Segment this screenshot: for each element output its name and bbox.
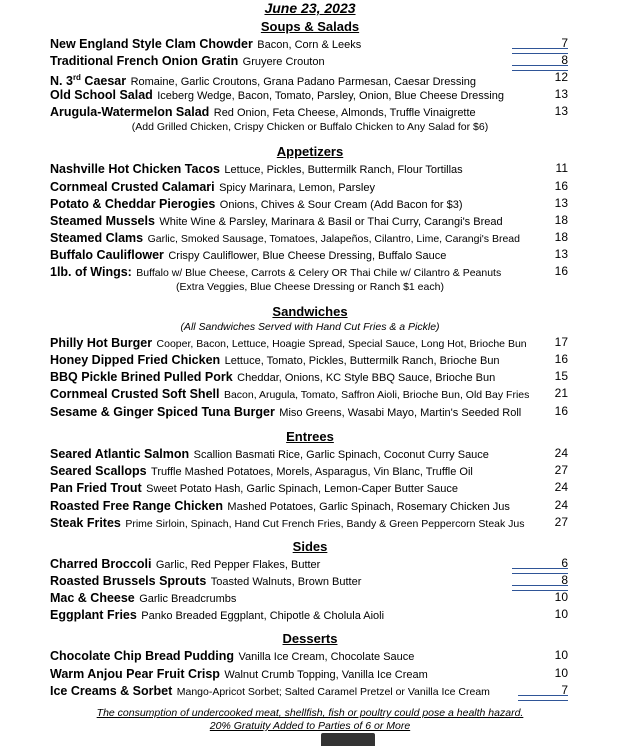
- item-name: BBQ Pickle Brined Pulled Pork: [50, 370, 233, 384]
- menu-item: [50, 385, 570, 402]
- double-underline: [518, 695, 568, 701]
- item-desc: Sweet Potato Hash, Garlic Spinach, Lemon-Caper Butter Sauce: [146, 483, 458, 495]
- item-desc: Gruyere Crouton: [242, 56, 325, 68]
- item-name: Steamed Mussels: [50, 214, 155, 228]
- item-price: 18: [554, 213, 568, 227]
- item-desc: Bacon, Corn & Leeks: [257, 39, 362, 51]
- item-desc: White Wine & Parsley, Marinara & Basil or Thai Curry, Carangi's Bread: [159, 216, 503, 228]
- section-title-entrees: Entrees: [286, 429, 334, 444]
- item-name: N. 3rd Caesar: [50, 73, 127, 89]
- item-price: 8: [561, 573, 568, 587]
- item-desc: Cooper, Bacon, Lettuce, Hoagie Spread, Special Sauce, Long Hot, Brioche Bun: [156, 338, 527, 350]
- item-price: 10: [554, 607, 568, 621]
- menu-item: [50, 195, 570, 212]
- item-name: Seared Scallops: [50, 464, 147, 478]
- menu-item: [50, 462, 570, 479]
- item-price: 17: [554, 335, 568, 349]
- item-desc: Iceberg Wedge, Bacon, Tomato, Parsley, Onion, Blue Cheese Dressing: [157, 90, 504, 102]
- section-title-desserts: Desserts: [282, 631, 338, 646]
- item-name: Chocolate Chip Bread Pudding: [50, 649, 235, 663]
- item-name: Sesame & Ginger Spiced Tuna Burger: [50, 405, 275, 419]
- item-desc: Mashed Potatoes, Garlic Spinach, Rosemary Chicken Jus: [227, 501, 510, 513]
- item-price: 7: [561, 683, 568, 697]
- item-price: 24: [554, 446, 568, 460]
- item-desc: Romaine, Garlic Croutons, Grana Padano Parmesan, Caesar Dressing: [130, 76, 477, 89]
- item-name: Buffalo Cauliflower: [50, 248, 164, 262]
- item-desc: Mango-Apricot Sorbet; Salted Caramel Pretzel or Vanilla Ice Cream: [176, 686, 490, 698]
- menu-item: [50, 665, 570, 682]
- item-desc: Panko Breaded Eggplant, Chipotle & Cholula Aioli: [141, 610, 385, 622]
- item-price: 6: [561, 556, 568, 570]
- item-price: 16: [554, 264, 568, 278]
- item-price: 10: [554, 666, 568, 680]
- item-price: 27: [554, 463, 568, 477]
- item-price: 12: [554, 70, 568, 84]
- menu-item: [50, 479, 570, 496]
- item-desc: Onions, Chives & Sour Cream (Add Bacon for $3): [219, 199, 463, 211]
- menu-item: [50, 351, 570, 368]
- item-name: Pan Fried Trout: [50, 481, 142, 495]
- section-title-sandwiches: Sandwiches: [272, 304, 348, 319]
- item-name: Seared Atlantic Salmon: [50, 447, 190, 461]
- menu-item: [50, 86, 570, 103]
- menu-item: [50, 555, 570, 572]
- item-price: 18: [554, 230, 568, 244]
- item-name: 1lb. of Wings:: [50, 265, 132, 279]
- item-price: 15: [554, 369, 568, 383]
- bottom-tab-handle[interactable]: [321, 733, 375, 746]
- item-price: 11: [555, 161, 568, 175]
- item-price: 13: [554, 247, 568, 261]
- item-price: 16: [554, 179, 568, 193]
- item-desc: Lettuce, Pickles, Buttermilk Ranch, Flour Tortillas: [224, 164, 463, 176]
- item-price: 7: [561, 36, 568, 50]
- menu-item: [50, 572, 570, 589]
- item-price: 13: [554, 196, 568, 210]
- item-price: 21: [554, 386, 568, 400]
- item-name: Potato & Cheddar Pierogies: [50, 197, 216, 211]
- wings-extras-note: (Extra Veggies, Blue Cheese Dressing or Ranch $1 each): [176, 281, 444, 293]
- menu-item: [50, 334, 570, 351]
- item-name: Arugula-Watermelon Salad: [50, 105, 210, 119]
- item-desc: Crispy Cauliflower, Blue Cheese Dressing, Buffalo Sauce: [168, 250, 447, 262]
- menu-item: [50, 229, 570, 246]
- item-desc: Lettuce, Tomato, Pickles, Buttermilk Ranch, Brioche Bun: [224, 355, 500, 367]
- item-name: Roasted Free Range Chicken: [50, 499, 223, 513]
- gratuity-note: 20% Gratuity Added to Parties of 6 or More: [209, 720, 411, 732]
- menu-item: [50, 514, 570, 531]
- menu-item: [50, 682, 570, 699]
- section-title-sides: Sides: [292, 539, 328, 554]
- item-price: 24: [554, 480, 568, 494]
- item-price: 13: [554, 104, 568, 118]
- menu-item: [50, 160, 570, 177]
- item-price: 16: [554, 352, 568, 366]
- menu-item: [50, 69, 570, 89]
- item-name: Honey Dipped Fried Chicken: [50, 353, 221, 367]
- item-name: Steak Frites: [50, 516, 121, 530]
- menu-date: June 23, 2023: [264, 0, 356, 16]
- menu-item: [50, 246, 570, 263]
- menu-item: [50, 178, 570, 195]
- item-name: Ice Creams & Sorbet: [50, 684, 173, 698]
- item-name: Old School Salad: [50, 88, 153, 102]
- menu-item: [50, 263, 570, 280]
- item-desc: Truffle Mashed Potatoes, Morels, Asparagus, Vin Blanc, Truffle Oil: [151, 466, 473, 478]
- menu-item: [50, 647, 570, 664]
- item-name: Philly Hot Burger: [50, 336, 153, 350]
- item-price: 10: [554, 590, 568, 604]
- section-title-appetizers: Appetizers: [276, 144, 344, 159]
- section-title-soups: Soups & Salads: [260, 19, 360, 34]
- menu-item: [50, 35, 570, 52]
- menu-item: [50, 52, 570, 69]
- item-desc: Prime Sirloin, Spinach, Hand Cut French Fries, Bandy & Green Peppercorn Steak Jus: [125, 518, 525, 530]
- health-warning: The consumption of undercooked meat, shellfish, fish or poultry could pose a health hazard.: [96, 707, 524, 719]
- item-price: 13: [554, 87, 568, 101]
- item-desc: Vanilla Ice Cream, Chocolate Sauce: [238, 651, 415, 663]
- item-price: 8: [561, 53, 568, 67]
- item-desc: Miso Greens, Wasabi Mayo, Martin's Seeded Roll: [279, 407, 522, 419]
- item-name: Roasted Brussels Sprouts: [50, 574, 207, 588]
- item-desc: Buffalo w/ Blue Cheese, Carrots & Celery OR Thai Chile w/ Cilantro & Peanuts: [136, 267, 502, 279]
- item-price: 16: [554, 404, 568, 418]
- item-desc: Toasted Walnuts, Brown Butter: [210, 576, 362, 588]
- item-name: Cornmeal Crusted Calamari: [50, 180, 215, 194]
- salad-addon-note: (Add Grilled Chicken, Crispy Chicken or Buffalo Chicken to Any Salad for $6): [131, 121, 489, 133]
- item-desc: Garlic Breadcrumbs: [139, 593, 237, 605]
- item-name: Steamed Clams: [50, 231, 144, 245]
- item-name: Nashville Hot Chicken Tacos: [50, 162, 220, 176]
- menu-item: [50, 445, 570, 462]
- item-desc: Red Onion, Feta Cheese, Almonds, Truffle Vinaigrette: [213, 107, 476, 119]
- menu-item: [50, 589, 570, 606]
- item-name: Cornmeal Crusted Soft Shell: [50, 387, 220, 401]
- item-price: 27: [554, 515, 568, 529]
- item-name: New England Style Clam Chowder: [50, 37, 253, 51]
- menu-item: [50, 368, 570, 385]
- item-desc: Spicy Marinara, Lemon, Parsley: [219, 182, 375, 194]
- item-name: Eggplant Fries: [50, 608, 137, 622]
- item-name: Mac & Cheese: [50, 591, 135, 605]
- item-name: Charred Broccoli: [50, 557, 152, 571]
- item-name: Warm Anjou Pear Fruit Crisp: [50, 667, 220, 681]
- menu-item: [50, 212, 570, 229]
- menu-item: [50, 497, 570, 514]
- menu-item: [50, 103, 570, 120]
- item-price: 10: [554, 648, 568, 662]
- item-name: Traditional French Onion Gratin: [50, 54, 239, 68]
- sandwiches-subnote: (All Sandwiches Served with Hand Cut Fries & a Pickle): [180, 321, 440, 333]
- item-desc: Cheddar, Onions, KC Style BBQ Sauce, Brioche Bun: [237, 372, 496, 384]
- item-desc: Garlic, Red Pepper Flakes, Butter: [155, 559, 321, 571]
- item-desc: Scallion Basmati Rice, Garlic Spinach, Coconut Curry Sauce: [193, 449, 489, 461]
- item-price: 24: [554, 498, 568, 512]
- menu-item: [50, 606, 570, 623]
- menu-item: [50, 403, 570, 420]
- item-desc: Garlic, Smoked Sausage, Tomatoes, Jalapeños, Cilantro, Lime, Carangi's Bread: [147, 233, 520, 245]
- item-desc: Bacon, Arugula, Tomato, Saffron Aioli, Brioche Bun, Old Bay Fries: [223, 389, 530, 401]
- item-desc: Walnut Crumb Topping, Vanilla Ice Cream: [224, 669, 428, 681]
